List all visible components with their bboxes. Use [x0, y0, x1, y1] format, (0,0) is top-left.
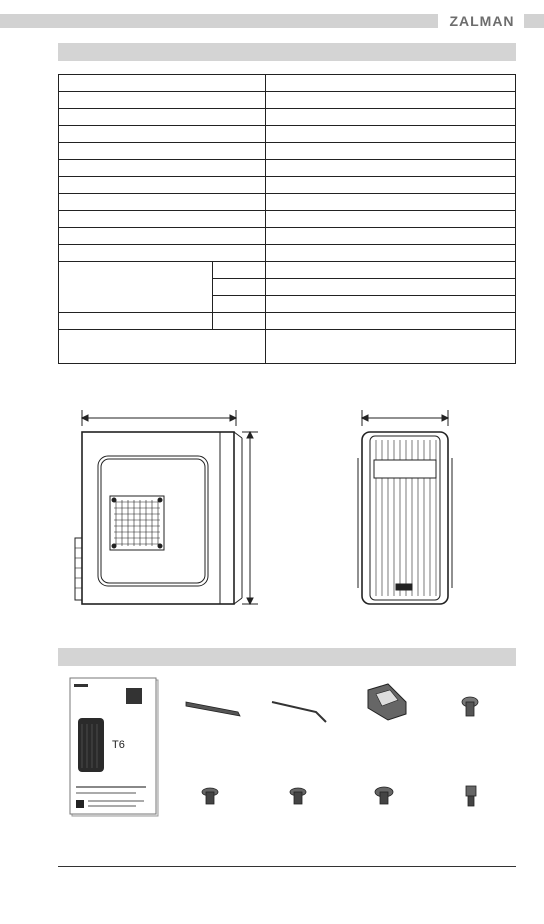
fan-screw [158, 544, 162, 548]
case-side-edge [234, 432, 242, 438]
bracket-icon [368, 684, 406, 720]
header-stripe-left [0, 14, 438, 28]
fan-screw [112, 498, 116, 502]
hex-key-icon [272, 702, 326, 722]
case-front-bezel-edge [75, 538, 82, 600]
case-side-edge [234, 598, 242, 604]
drive-bay-cover [374, 460, 436, 478]
case-front-panel [362, 432, 448, 604]
table-border [59, 75, 516, 364]
specifications-table [58, 74, 516, 364]
screw-icon [290, 788, 306, 804]
footer-rule [58, 866, 516, 867]
cable-tie-icon [186, 702, 240, 716]
manual-model-label: T6 [112, 739, 125, 751]
accessories-section-bar [58, 648, 516, 666]
push-pin-icon [462, 697, 478, 716]
fan-screw [158, 498, 162, 502]
side-fan-vent [110, 496, 164, 550]
screw-icon [202, 788, 218, 804]
header-stripe-right [524, 14, 544, 28]
standoff-icon [466, 786, 476, 806]
front-badge [396, 584, 412, 590]
front-bezel-slots [75, 548, 82, 588]
specifications-section-bar [58, 43, 516, 61]
side-window-inner [101, 459, 205, 583]
screw-icon [375, 787, 393, 804]
side-window [98, 456, 208, 586]
accessories-illustration [58, 668, 516, 838]
user-manual-icon [70, 678, 158, 816]
zalman-logo: ZALMAN [449, 13, 515, 29]
case-dimensions-drawing [58, 398, 516, 610]
fan-grill-pattern [114, 500, 160, 546]
fan-screw [112, 544, 116, 548]
